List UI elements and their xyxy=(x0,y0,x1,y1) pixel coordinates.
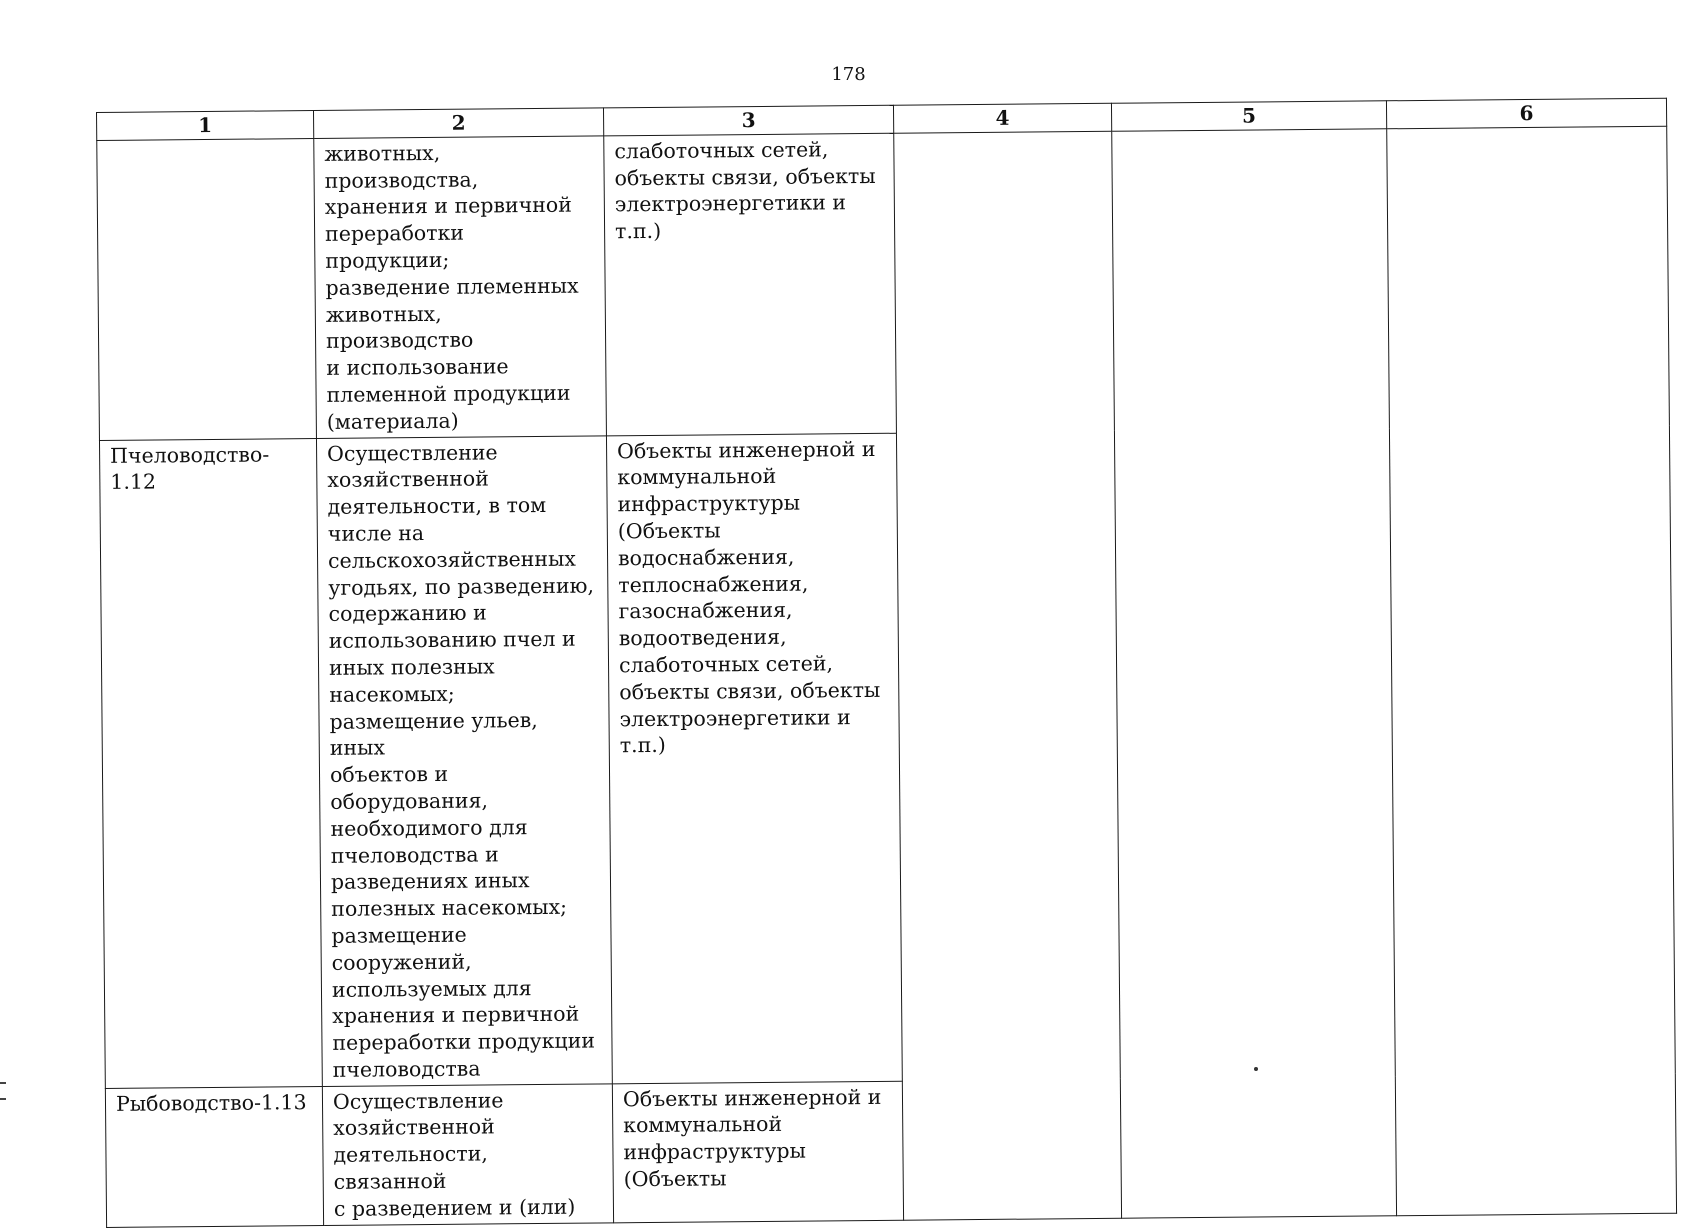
column-header-5: 5 xyxy=(1111,101,1386,131)
row-name-cell: Пчеловодство- 1.12 xyxy=(99,438,322,1088)
column-header-3: 3 xyxy=(603,105,893,135)
row-infrastructure-cell: Объекты инженерной и коммунальной инфраструктуры (Объекты водоснабжения, теплоснабжения, газоснабжения, водоотведения, слаботочных сетей, объекты связи, объекты электроэнергетики и т.п.) xyxy=(606,433,902,1084)
column-header-6: 6 xyxy=(1386,98,1666,128)
scan-dot xyxy=(1254,1067,1258,1071)
row-infrastructure-cell: Объекты инженерной и коммунальной инфраструктуры (Объекты xyxy=(612,1081,903,1223)
row-infrastructure-cell: слаботочных сетей, объекты связи, объекты электроэнергетики и т.п.) xyxy=(604,133,897,435)
row-description-cell: Осуществление хозяйственной деятельности, связанной с разведением и (или) xyxy=(322,1084,613,1226)
row-name-cell xyxy=(97,138,317,440)
column-header-2: 2 xyxy=(313,108,603,138)
scan-edge-mark xyxy=(0,1082,6,1100)
row-name-cell: Рыбоводство-1.13 xyxy=(105,1086,323,1227)
page-number: 178 xyxy=(831,64,866,85)
row-description-cell: Осуществление хозяйственной деятельности, в том числе на сельскохозяйственных угодьях, по разведению, содержанию и использованию пчел и иных полезных насекомых; размещение ульев, иных объектов и оборудования, необходимого для пчеловодства и разведениях иных полезных насекомых; размещение сооружений, используемых для хранения и первичной переработки продукции пчеловодства xyxy=(316,435,612,1086)
row-description-cell: животных, производства, хранения и первичной переработки продукции; разведение племенных животных, производство и использование племенной продукции (материала) xyxy=(314,136,607,438)
table-row xyxy=(97,126,1670,440)
column-header-4: 4 xyxy=(893,103,1111,133)
empty-cell-col4 xyxy=(894,131,1122,1220)
empty-cell-col5 xyxy=(1112,129,1397,1218)
column-header-1: 1 xyxy=(97,111,314,141)
land-use-table xyxy=(96,98,1677,1228)
empty-cell-col6 xyxy=(1387,126,1677,1215)
